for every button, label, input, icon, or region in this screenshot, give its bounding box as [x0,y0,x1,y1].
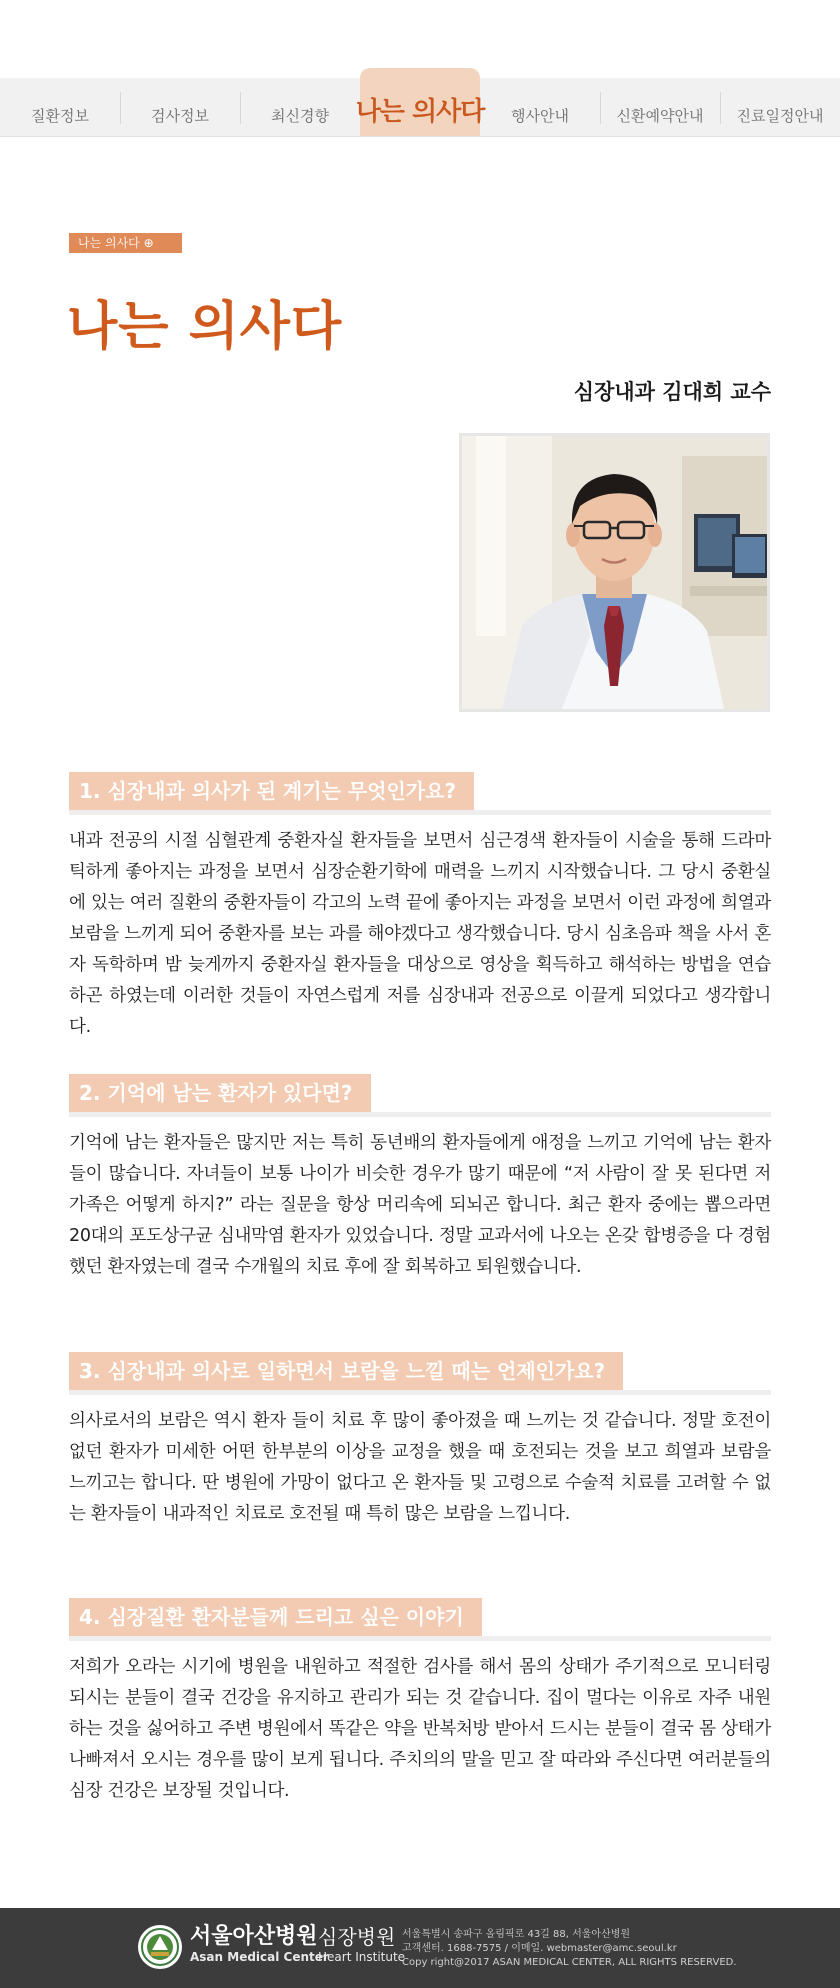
hospital-name-ko: 서울아산병원 [190,1924,318,1949]
footer-info [402,1928,737,1970]
author-name: 심장내과 김대희 교수 [573,380,771,404]
nav-item-new-patient-booking[interactable]: 신환예약안내 [616,107,704,125]
question-label: 2. 기억에 남는 환자가 있다면? [69,1074,371,1112]
page-title: 나는 의사다 [67,297,343,357]
question-header [69,1352,771,1395]
nav-item-latest-trends[interactable]: 최신경향 [271,107,329,125]
qa-section-1 [69,772,771,1043]
hospital-brand [190,1924,329,1964]
answer-text: 저희가 오라는 시기에 병원을 내원하고 적절한 검사를 해서 몸의 상태가 주기적으로 모니터링되시는 분들이 결국 건강을 유지하고 관리가 되는 것 같습니다. 집이 멀다는 이유로 자주 내원하는 것을 싫어하고 주변 병원에서 똑같은 약을 반복처방 받아서 드시는 분들이 결국 몸 상태가 나빠져서 오시는 경우를 많이 보게 됩니다. 주치의의 말을 믿고 잘 따라와 주신다면 여러분들의 심장 건강은 보장될 것입니다. [69,1657,771,1801]
doctor-portrait-image [462,436,767,709]
doctor-photo [459,433,770,712]
answer-text: 기억에 남는 환자들은 많지만 저는 특히 동년배의 환자들에게 애정을 느끼고 기억에 남는 환자들이 많습니다. 자녀들이 보통 나이가 비슷한 경우가 많기 때문에 “저 사람이 잘 못 된다면 저 가족은 어떻게 하지?” 라는 질문을 항상 머리속에 되뇌곤 합니다. 최근 환자 중에는 뽑으라면 20대의 포도상구균 심내막염 환자가 있었습니다. 정말 교과서에 나오는 온갖 합병증을 다 경험했던 환자였는데 결국 수개월의 치료 후에 잘 회복하고 퇴원했습니다. [69,1133,771,1277]
hospital-logo-icon [137,1924,183,1970]
nav-item-events[interactable]: 행사안내 [511,107,569,125]
question-label: 1. 심장내과 의사가 된 계기는 무엇인가요? [69,772,474,810]
institute-name-en: Heart Institute [318,1950,406,1964]
answer-text: 의사로서의 보람은 역시 환자 들이 치료 후 많이 좋아졌을 때 느끼는 것 같습니다. 정말 호전이 없던 환자가 미세한 어떤 한부분의 이상을 교정을 했을 때 호전되는 것을 보고 희열과 보람을 느끼고는 합니다. 딴 병원에 가망이 없다고 온 환자들 및 고령으로 수술적 치료를 고려할 수 없는 환자들이 내과적인 치료로 호전될 때 특히 많은 보람을 느낍니다. [69,1411,771,1524]
nav-item-clinic-schedule[interactable]: 진료일정안내 [736,107,824,125]
category-tag: 나는 의사다 ⊕ [69,233,182,253]
institute-name-ko: 심장병원 [318,1925,396,1949]
qa-section-2 [69,1074,771,1283]
footer-address: 서울특별시 송파구 올림픽로 43길 88, 서울아산병원 [402,1929,631,1940]
nav-item-disease-info[interactable]: 질환정보 [31,107,89,125]
question-label: 3. 심장내과 의사로 일하면서 보람을 느낄 때는 언제인가요? [69,1352,623,1390]
question-label: 4. 심장질환 환자분들께 드리고 싶은 이야기 [69,1598,482,1636]
nav-item-i-am-a-doctor[interactable]: 나는 의사다 [360,68,480,136]
top-nav [0,78,840,137]
question-header [69,1598,771,1641]
footer [0,1908,840,1988]
institute-brand [318,1924,405,1964]
footer-contact: 고객센터. 1688-7575 / 이메일. webmaster@amc.seoul.kr [402,1943,677,1954]
question-header [69,772,771,815]
hospital-name-en: Asan Medical Center [190,1950,329,1964]
qa-section-4 [69,1598,771,1807]
question-header [69,1074,771,1117]
answer-text: 내과 전공의 시절 심혈관계 중환자실 환자들을 보면서 심근경색 환자들이 시술을 통해 드라마틱하게 좋아지는 과정을 보면서 심장순환기학에 매력을 느끼지 시작했습니다. 그 당시 중환실에 있는 여러 질환의 중환자들이 각고의 노력 끝에 좋아지는 과정을 보면서 이런 과정에 희열과 보람을 느끼게 되어 중환자를 보는 과를 해야겠다고 생각했습니다. 당시 심초음파 책을 사서 혼자 독학하며 밤 늦게까지 중환자실 환자들을 대상으로 영상을 획득하고 해석하는 방법을 연습하곤 하였는데 이러한 것들이 자연스럽게 저를 심장내과 전공으로 이끌게 되었다고 생각합니다. [69,831,771,1037]
nav-item-exam-info[interactable]: 검사정보 [151,107,209,125]
qa-section-3 [69,1352,771,1530]
footer-copyright: Copy right@2017 ASAN MEDICAL CENTER, ALL RIGHTS RESERVED. [402,1957,737,1968]
